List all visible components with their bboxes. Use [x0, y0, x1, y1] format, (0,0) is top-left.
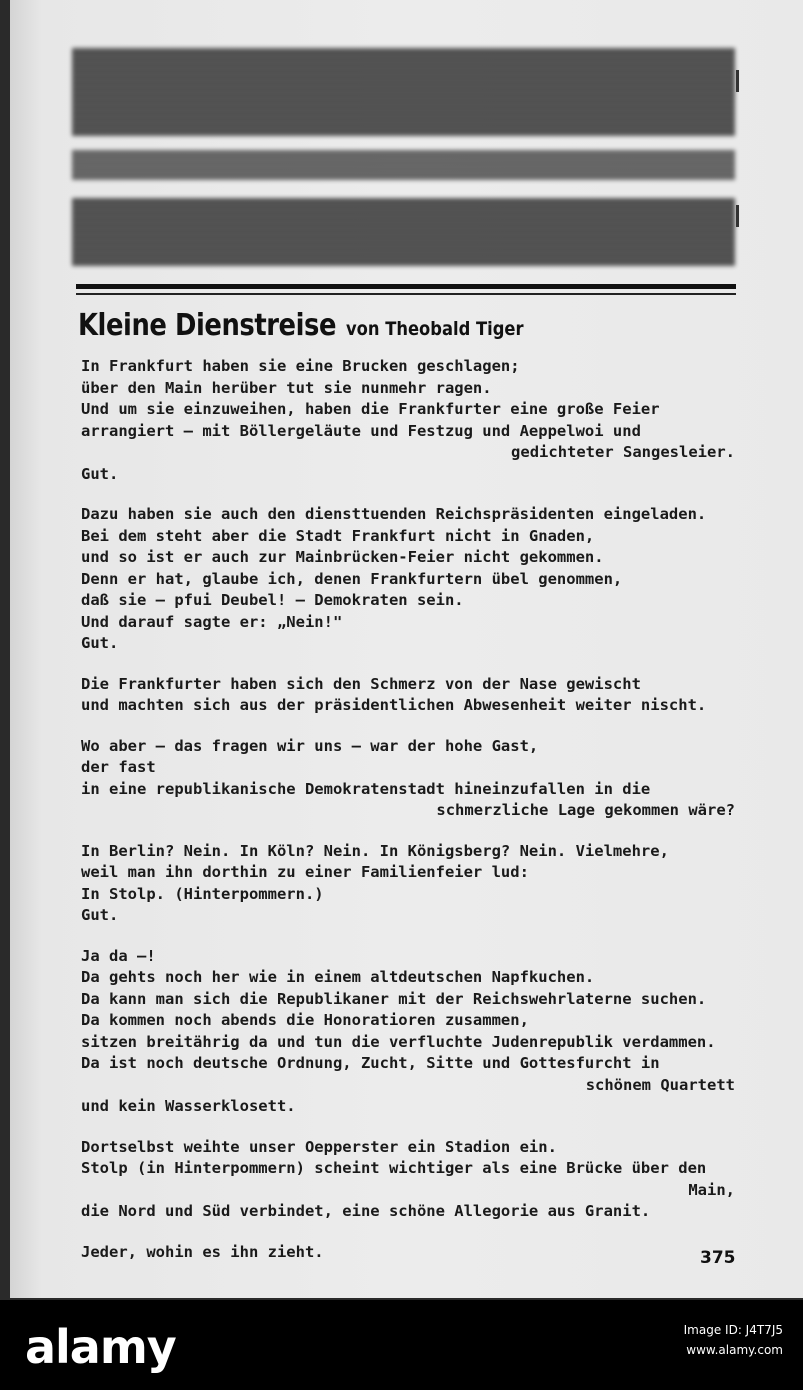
poem-stanza [81, 736, 741, 822]
poem-line: In Berlin? Nein. In Köln? Nein. In Königsberg? Nein. Vielmehre, [81, 841, 669, 860]
poem-line: Dortselbst weihte unser Oepperster ein Stadion ein. [81, 1137, 557, 1156]
watermark-image-id: Image ID: J4T7J5 [683, 1323, 783, 1337]
margin-mark [736, 205, 739, 227]
poem-line: Da gehts noch her wie in einem altdeutschen Napfkuchen. [81, 968, 595, 986]
poem-line: Und um sie einzuweihen, haben die Frankfurter eine große Feier [81, 400, 660, 418]
poem-line: Wo aber — das fragen wir uns — war der hohe Gast, [81, 736, 539, 755]
poem-line: der fast [81, 758, 156, 776]
poem-line: schönem Quartett [585, 1075, 735, 1094]
poem-line: Denn er hat, glaube ich, denen Frankfurtern übel genommen, [81, 569, 623, 588]
poem-line: schmerzliche Lage gekommen wäre? [436, 801, 735, 819]
poem-stanza [81, 1137, 741, 1223]
watermark-footer [0, 1300, 803, 1390]
poem-line: daß sie — pfui Deubel! — Demokraten sein. [81, 591, 464, 609]
poem-stanza [81, 674, 741, 717]
poem-body [81, 356, 741, 1282]
blurred-text-block [72, 150, 735, 180]
title-rule [76, 284, 736, 289]
margin-mark [736, 70, 739, 92]
poem-line: Die Frankfurter haben sich den Schmerz von der Nase gewischt [81, 674, 641, 693]
blurred-text-block [72, 198, 735, 266]
poem-line: sitzen breitährig da und tun die verfluchte Judenrepublik verdammen. [81, 1032, 716, 1051]
blurred-text-block [72, 48, 735, 136]
poem-line: und machten sich aus der präsidentlichen Abwesenheit weiter nischt. [81, 696, 707, 714]
poem-stanza [81, 946, 741, 1118]
book-page [10, 0, 803, 1298]
poem-line: und so ist er auch zur Mainbrücken-Feier nicht gekommen. [81, 548, 604, 566]
article-title: Kleine Dienstreise [78, 308, 337, 343]
poem-line: Gut. [81, 634, 119, 652]
poem-line: Da ist noch deutsche Ordnung, Zucht, Sitte und Gottesfurcht in [81, 1054, 660, 1072]
poem-line: Jeder, wohin es ihn zieht. [81, 1242, 324, 1261]
title-rule-thin [76, 293, 736, 295]
poem-line: Gut. [81, 906, 119, 924]
poem-line: die Nord und Süd verbindet, eine schöne Allegorie aus Granit. [81, 1202, 651, 1220]
page-number: 375 [700, 1248, 736, 1268]
poem-line: Stolp (in Hinterpommern) scheint wichtiger als eine Brücke über den [81, 1159, 707, 1177]
poem-line: In Stolp. (Hinterpommern.) [81, 884, 324, 903]
poem-line: Und darauf sagte er: „Nein!" [81, 612, 343, 631]
poem-stanza [81, 841, 741, 927]
poem-line: Ja da —! [81, 946, 156, 965]
poem-line: über den Main herüber tut sie nunmehr ragen. [81, 378, 492, 397]
watermark-site: www.alamy.com [686, 1343, 783, 1357]
poem-line: Da kommen noch abends die Honoratioren zusammen, [81, 1011, 529, 1029]
watermark-info [684, 1320, 783, 1360]
poem-line: In Frankfurt haben sie eine Brucken geschlagen; [81, 357, 520, 375]
article-heading [78, 308, 738, 356]
article-byline: von Theobald Tiger [346, 318, 524, 340]
poem-line: und kein Wasserklosett. [81, 1097, 296, 1115]
poem-line: Main, [688, 1180, 735, 1199]
poem-line: weil man ihn dorthin zu einer Familienfeier lud: [81, 863, 529, 881]
poem-line: Dazu haben sie auch den diensttuenden Reichspräsidenten eingeladen. [81, 505, 707, 523]
poem-line: in eine republikanische Demokratenstadt hineinzufallen in die [81, 779, 651, 798]
poem-line: Da kann man sich die Republikaner mit der Reichswehrlaterne suchen. [81, 989, 707, 1008]
poem-stanza [81, 1242, 741, 1264]
watermark-brand: alamy [25, 1320, 176, 1374]
poem-line: Gut. [81, 464, 119, 483]
poem-line: Bei dem steht aber die Stadt Frankfurt nicht in Gnaden, [81, 526, 595, 545]
poem-line: gedichteter Sangesleier. [511, 443, 735, 461]
poem-stanza [81, 356, 741, 485]
poem-stanza [81, 504, 741, 655]
poem-line: arrangiert — mit Böllergeläute und Festzug und Aeppelwoi und [81, 421, 641, 440]
